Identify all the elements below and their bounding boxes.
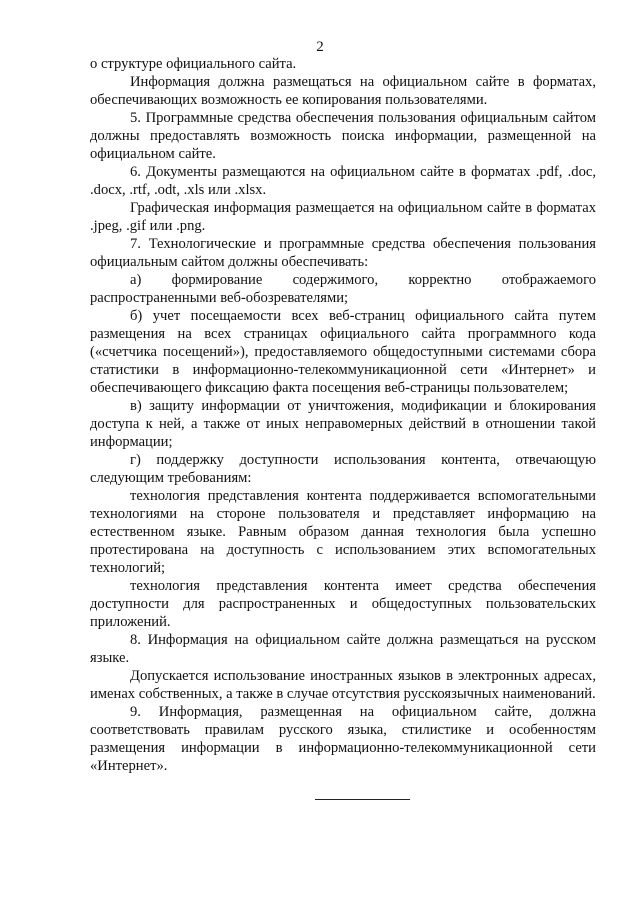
paragraph-requirement-1: технология представления контента поддерживается вспомогательными технологиями на стороне пользователя и представляет информацию на естественном языке. Равным образом данная технология была успешно протестирована на доступность с использованием этих вспомогательных технологий; [90,488,596,576]
end-divider-line [315,799,410,800]
paragraph-item-7g: г) поддержку доступности использования контента, отвечающую следующим требованиям: [90,452,596,486]
paragraph-item-7a: а) формирование содержимого, корректно отображаемого распространенными веб-обозревателями; [90,272,596,306]
paragraph-item-5: 5. Программные средства обеспечения пользования официальным сайтом должны предоставлять возможность поиска информации, размещенной на официальном сайте. [90,110,596,162]
page-number: 2 [316,39,324,55]
paragraph-foreign-languages: Допускается использование иностранных языков в электронных адресах, именах собственных, а также в случае отсутствия русскоязычных наименований. [90,668,596,702]
paragraph-requirement-2: технология представления контента имеет средства обеспечения доступности для распространенных и общедоступных пользовательских приложений. [90,578,596,630]
paragraph-item-6: 6. Документы размещаются на официальном сайте в форматах .pdf, .doc, .docx, .rtf, .odt, .xls или .xlsx. [90,164,596,198]
paragraph-item-8: 8. Информация на официальном сайте должна размещаться на русском языке. [90,632,596,666]
paragraph-item-7v: в) защиту информации от уничтожения, модификации и блокирования доступа к ней, а также от иных неправомерных действий в отношении такой информации; [90,398,596,450]
paragraph-item-7b: б) учет посещаемости всех веб-страниц официального сайта путем размещения на всех страницах официального сайта программного кода («счетчика посещений»), предоставляемого общедоступными системами сбора статистики в информационно-телекоммуникационной сети «Интернет» и обеспечивающего фиксацию факта посещения веб-страницы пользователем; [90,308,596,396]
paragraph-structure-end: о структуре официального сайта. [90,56,297,72]
paragraph-graphic-formats: Графическая информация размещается на официальном сайте в форматах .jpeg, .gif или .png. [90,200,596,234]
paragraph-item-7: 7. Технологические и программные средства обеспечения пользования официальным сайтом должны обеспечивать: [90,236,596,270]
paragraph-item-9: 9. Информация, размещенная на официальном сайте, должна соответствовать правилам русского языка, стилистике и особенностям размещения информации в информационно-телекоммуникационной сети «Интернет». [90,704,596,774]
document-body [90,55,596,775]
paragraph-copy-formats: Информация должна размещаться на официальном сайте в форматах, обеспечивающих возможность ее копирования пользователями. [90,74,596,108]
